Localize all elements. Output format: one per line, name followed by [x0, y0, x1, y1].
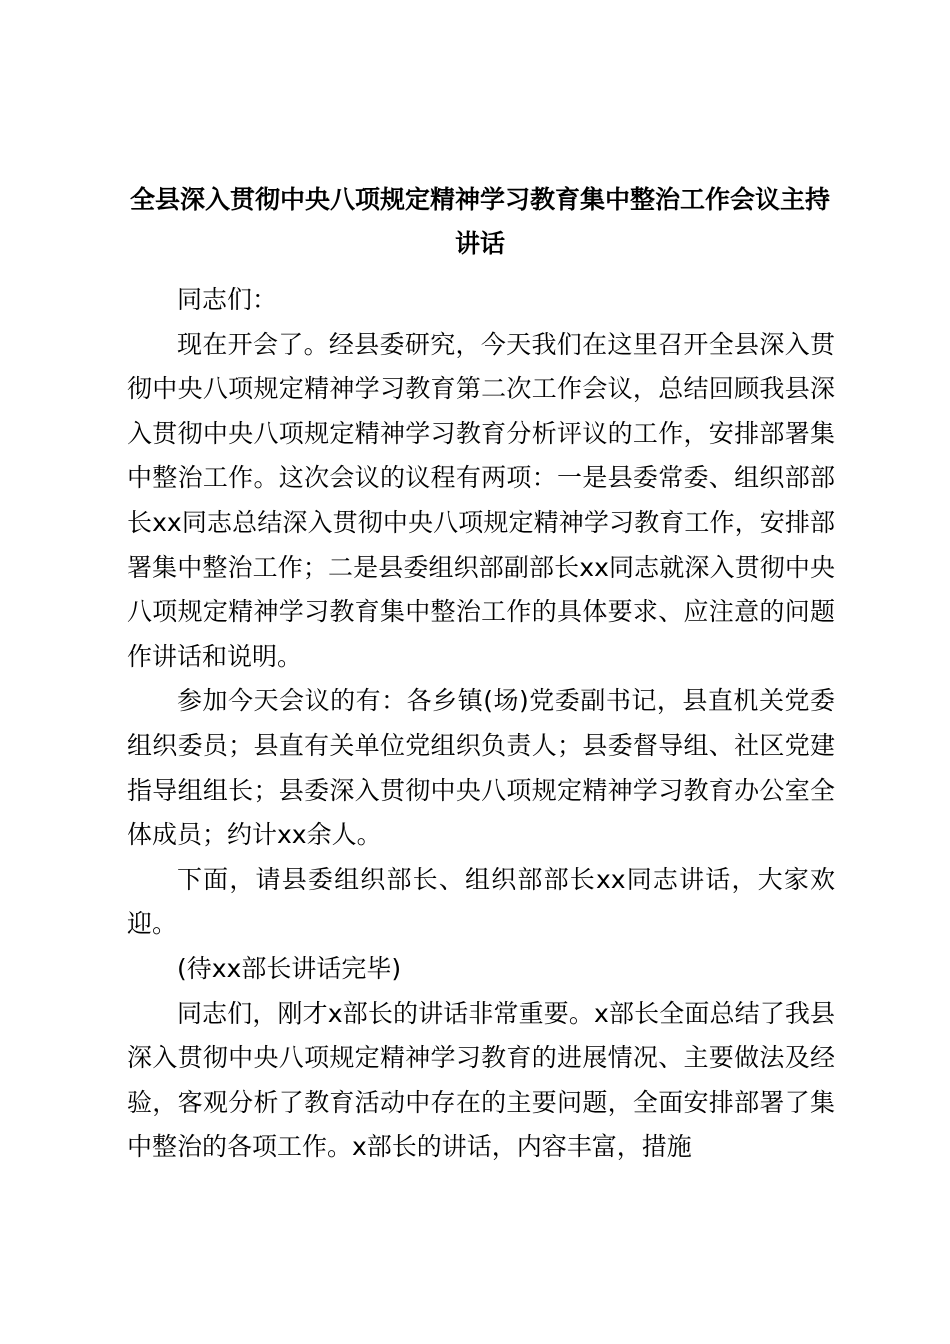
paragraph-salutation: 同志们： — [177, 285, 278, 314]
paragraph-stage-note: (待xx部长讲话完毕) — [177, 953, 402, 983]
paragraph-introduction: 下面，请县委组织部长、组织部部长xx同志讲话，大家欢迎。 — [127, 864, 835, 939]
paragraph-attendees: 参加今天会议的有：各乡镇(场)党委副书记，县直机关党委组织委员；县直有关单位党组织负责人；县委督导组、社区党建指导组组长；县委深入贯彻中央八项规定精神学习教育办公室全体成员；约计xx余人。 — [127, 686, 835, 850]
paragraph-opening: 现在开会了。经县委研究，今天我们在这里召开全县深入贯彻中央八项规定精神学习教育第二次工作会议，总结回顾我县深入贯彻中央八项规定精神学习教育分析评议的工作，安排部署集中整治工作。这次会议的议程有两项：一是县委常委、组织部部长xx同志总结深入贯彻中央八项规定精神学习教育工作，安排部署集中整治工作；二是县委组织部副部长xx同志就深入贯彻中央八项规定精神学习教育集中整治工作的具体要求、应注意的问题作讲话和说明。 — [127, 329, 835, 671]
paragraph-summary: 同志们，刚才x部长的讲话非常重要。x部长全面总结了我县深入贯彻中央八项规定精神学习教育的进展情况、主要做法及经验，客观分析了教育活动中存在的主要问题，全面安排部署了集中整治的各项工作。x部长的讲话，内容丰富，措施 — [127, 998, 835, 1162]
document-title: 全县深入贯彻中央八项规定精神学习教育集中整治工作会议主持讲话 — [129, 185, 830, 258]
document-body — [127, 278, 835, 1170]
